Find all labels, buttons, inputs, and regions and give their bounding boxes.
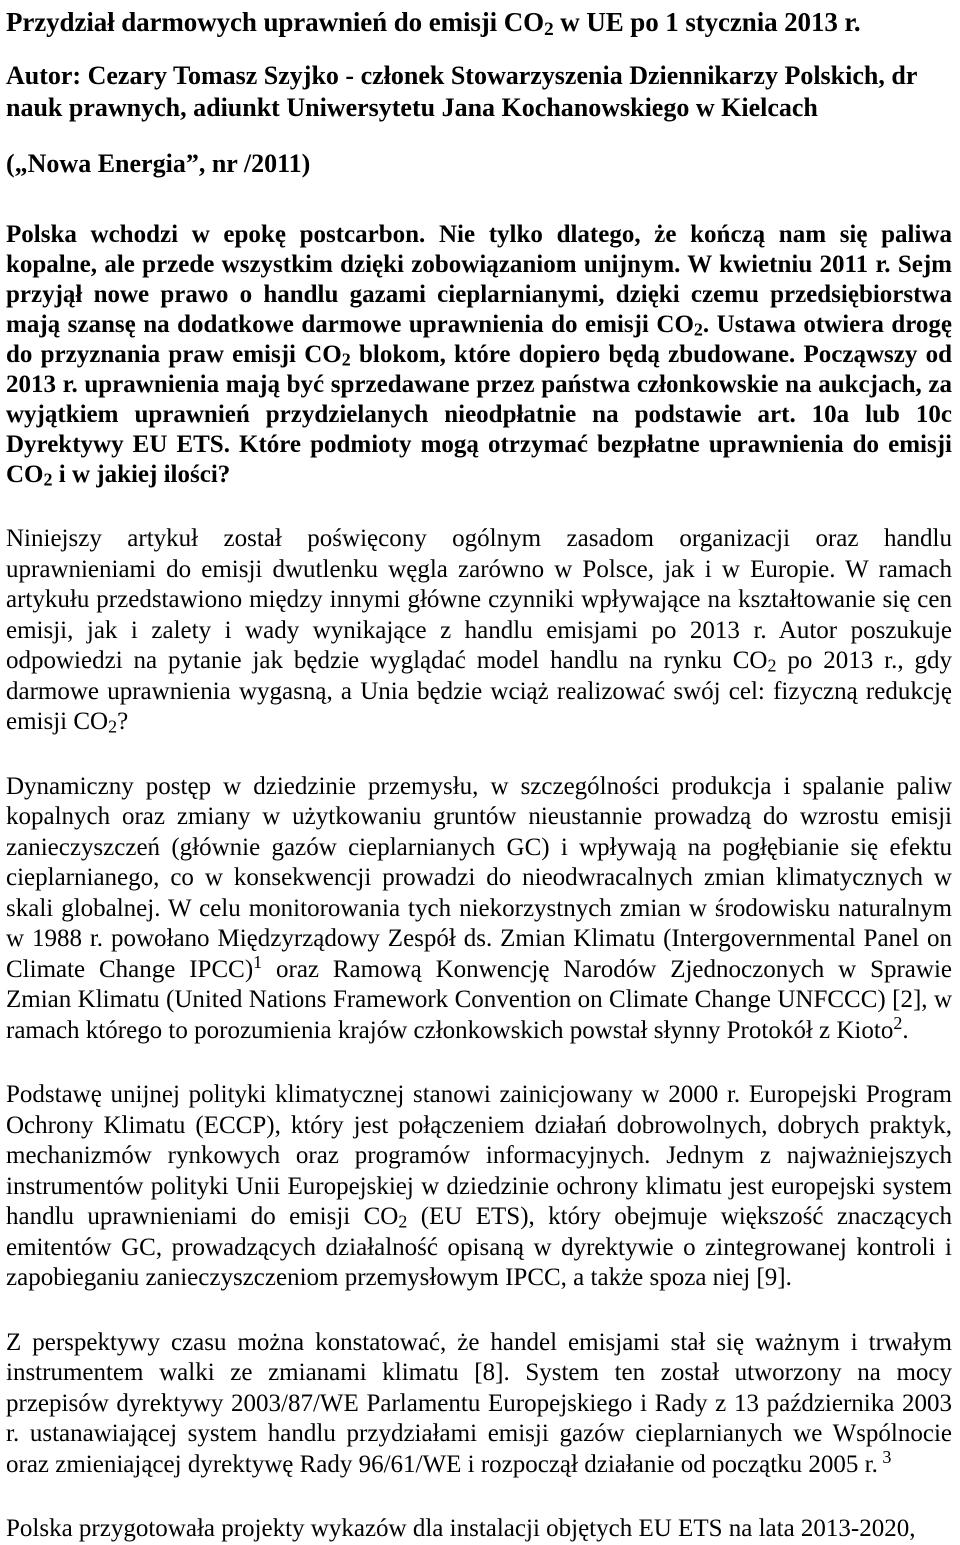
paragraph-3-render: Podstawę unijnej polityki klimatycznej stanowi zainicjowany w 2000 r. Europejski Program Ochrony Klimatu (ECCP), który jest połączeniem działań dobrowolnych, dobrych praktyk, mechanizmów rynkowych oraz programów informacyjnych. Jednym z najważniejszych instrumentów polityki Unii Europejskiej w dziedzinie ochrony klimatu jest europejski system handlu uprawnieniami do emisji $CO_2$ (EU ETS), który obejmuje większość znaczących emitentów GC, prowadzących działalność opisaną w dyrektywie o zintegrowanej kontroli i zapobieganiu zanieczyszczeniom przemysłowym IPCC, a także spoza niej [9]. (6, 1081, 952, 1291)
paragraph-1-render: Niniejszy artykuł został poświęcony ogólnym zasadom organizacji oraz handlu uprawnieniami do emisji dwutlenku węgla zarówno w Polsce, jak i w Europie. W ramach artykułu przedstawiono między innymi główne czynniki wpływające na kształtowanie się cen emisji, jak i zalety i wady wynikające z handlu emisjami po 2013 r. Autor poszukuje odpowiedzi na pytanie jak będzie wyglądać model handlu na rynku $CO_2$ po 2013 r., gdy darmowe uprawnienia wygasną, a Unia będzie wciąż realizować swój cel: fizyczną redukcję emisji $CO_2$? (6, 525, 952, 737)
document-title (6, 0, 952, 40)
lead-text-render: Polska wchodzi w epokę postcarbon. Nie tylko dlatego, że kończą nam się paliwa kopalne, ale przede wszystkim dzięki zobowiązaniom unijnym. W kwietniu 2011 r. Sejm przyjął nowe prawo o handlu gazami cieplarnianymi, dzięki czemu przedsiębiorstwa mają szansę na dodatkowe darmowe uprawnienia do emisji $CO_2$. Ustawa otwiera drogę do przyznania praw emisji $CO_2$ blokom, które dopiero będą zbudowane. Począwszy od 2013 r. uprawnienia mają być sprzedawane przez państwa członkowskie na aukcjach, za wyjątkiem uprawnień przydzielanych nieodpłatnie na podstawie art. 10a lub 10c Dyrektywy EU ETS. Które podmioty mogą otrzymać bezpłatne uprawnienia do emisji $CO_2$ i w jakiej ilości? (6, 221, 952, 490)
author-line: Autor: Cezary Tomasz Szyjko - członek Stowarzyszenia Dziennikarzy Polskich, dr nauk prawnych, adiunkt Uniwersytetu Jana Kochanowskiego w Kielcach (6, 61, 917, 122)
body-paragraph-4 (6, 1328, 952, 1481)
title-text: Przydział darmowych uprawnień do emisji $CO_2$ w UE po 1 stycznia 2013 r. (6, 7, 861, 40)
lead-paragraph (6, 220, 952, 490)
document-page (6, 0, 952, 1545)
body-paragraph-1 (6, 524, 952, 738)
paragraph-2-render: Dynamiczny postęp w dziedzinie przemysłu, w szczególności produkcja i spalanie paliw kopalnych oraz zmiany w użytkowaniu gruntów nieustannie prowadzą do wzrostu emisji zanieczyszczeń (głównie gazów cieplarnianych GC) i wpływają na pogłębianie się efektu cieplarnianego, co w konsekwencji prowadzi do nieodwracalnych zmian klimatycznych w skali globalnej. W celu monitorowania tych niekorzystnych zmian w środowisku naturalnym w 1988 r. powołano Międzyrządowy Zespół ds. Zmian Klimatu (Intergovernmental Panel on Climate Change IPCC)$^1$ oraz Ramową Konwencję Narodów Zjednoczonych w Sprawie Zmian Klimatu (United Nations Framework Convention on Climate Change UNFCCC) [2], w ramach którego to porozumienia krajów członkowskich powstał słynny Protokół z Kioto$^2$. (6, 772, 952, 1044)
body-paragraph-2 (6, 772, 952, 1047)
source-line: („Nowa Energia”, nr /2011) (6, 149, 311, 178)
body-paragraph-3 (6, 1080, 952, 1294)
body-paragraph-5: Polska przygotowała projekty wykazów dla instalacji objętych EU ETS na lata 2013-2020, (6, 1515, 916, 1542)
paragraph-4-render: Z perspektywy czasu można konstatować, że handel emisjami stał się ważnym i trwałym instrumentem walki ze zmianami klimatu [8]. System ten został utworzony na mocy przepisów dyrektywy 2003/87/WE Parlamentu Europejskiego i Rady z 13 października 2003 r. ustanawiającej system handlu przydziałami emisji gazów cieplarnianych we Wspólnocie oraz zmieniającej dyrektywę Rady 96/61/WE i rozpoczął działanie od początku 2005 r. $^3$ (6, 1328, 952, 1478)
